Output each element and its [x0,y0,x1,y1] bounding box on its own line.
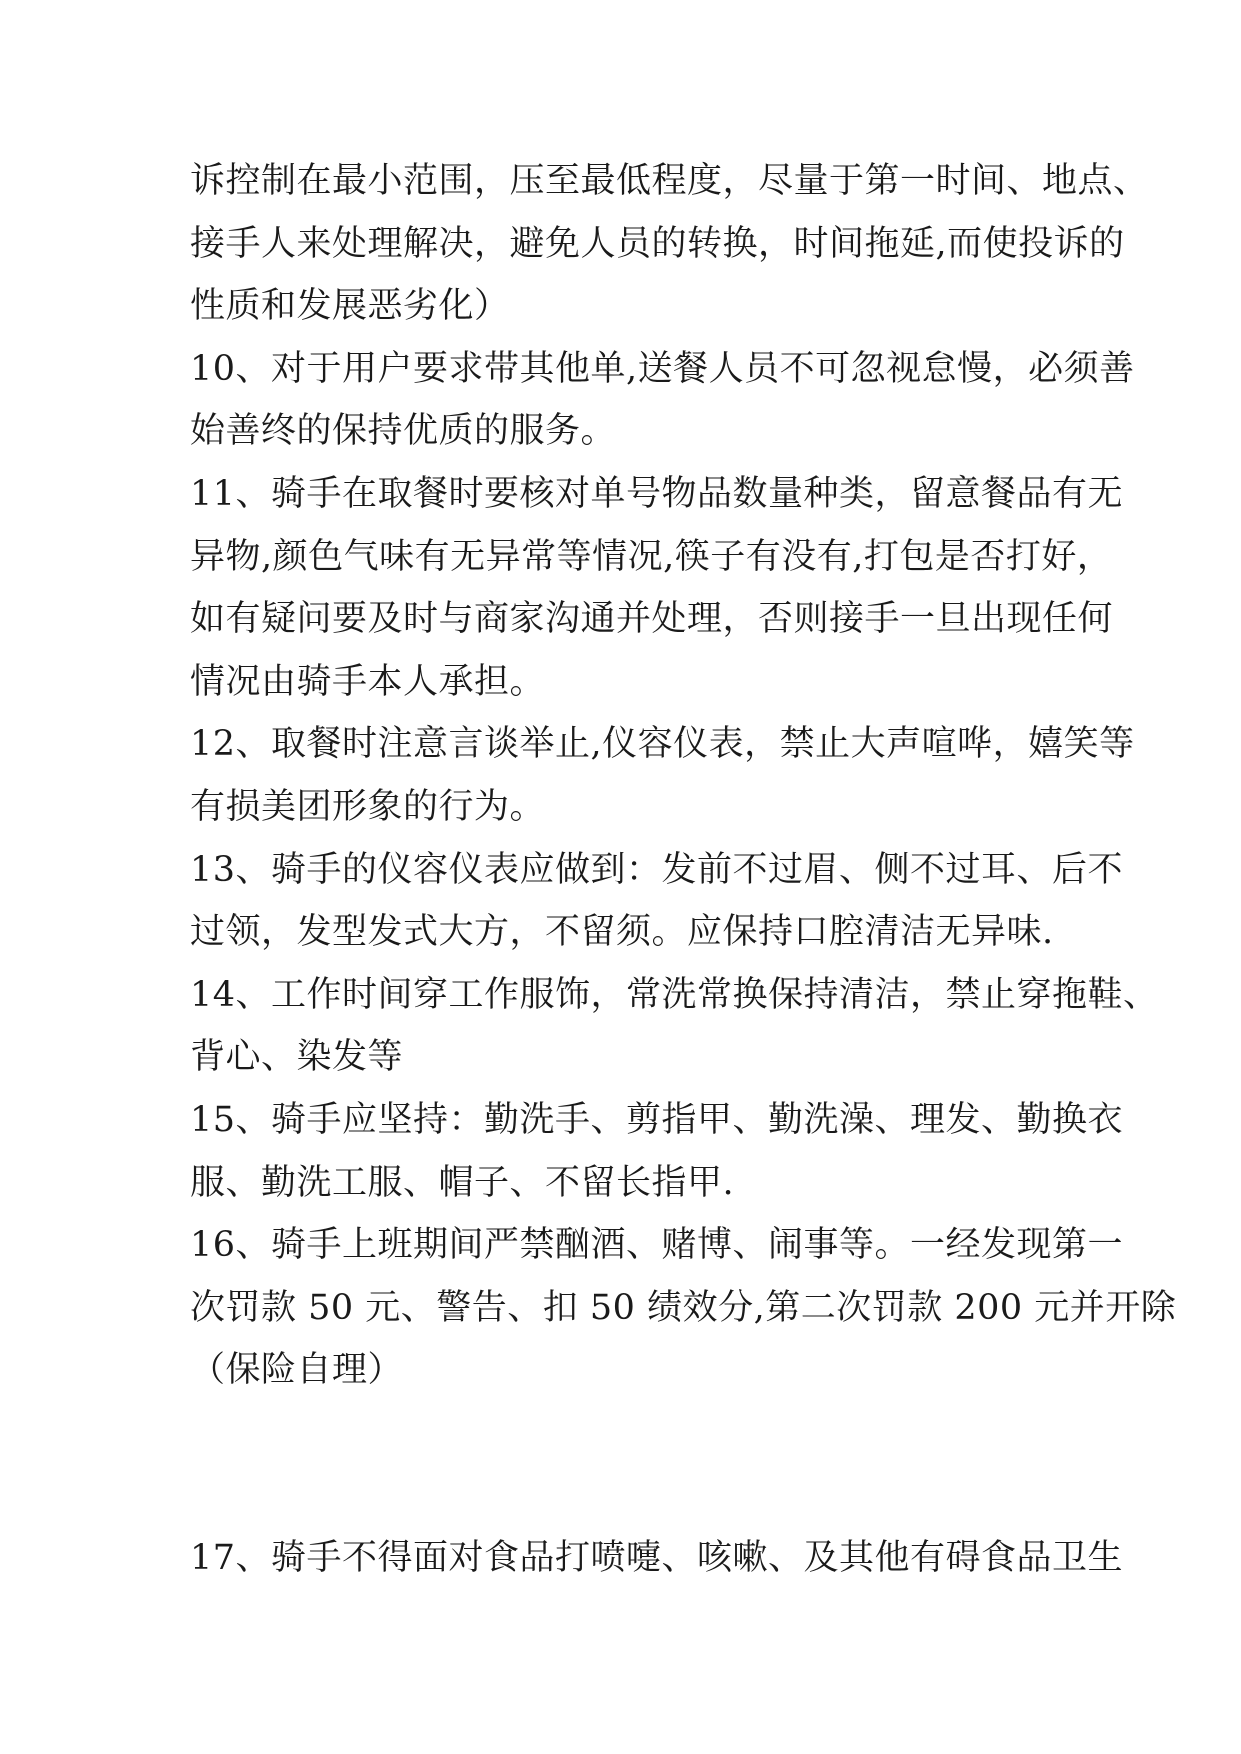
text-line: 12、取餐时注意言谈举止,仪容仪表，禁止大声喧哗，嬉笑等 [190,724,1135,764]
text-line: 次罚款 50 元、警告、扣 50 绩效分,第二次罚款 200 元并开除 [190,1288,1177,1328]
text-line: 诉控制在最小范围，压至最低程度，尽量于第一时间、地点、 [190,161,1149,201]
text-line: 10、对于用户要求带其他单,送餐人员不可忽视怠慢，必须善 [190,349,1135,389]
text-line: 有损美团形象的行为。 [190,787,546,827]
text-line: 17、骑手不得面对食品打喷嚏、咳嗽、及其他有碍食品卫生 [190,1538,1124,1578]
text-line: 16、骑手上班期间严禁酗酒、赌博、闹事等。一经发现第一 [190,1225,1124,1265]
text-line: 15、骑手应坚持：勤洗手、剪指甲、勤洗澡、理发、勤换衣 [190,1100,1124,1140]
text-line: 如有疑问要及时与商家沟通并处理，否则接手一旦出现任何 [190,599,1114,639]
text-line: 异物,颜色气味有无异常等情况,筷子有没有,打包是否打好， [190,537,1113,577]
text-line: 13、骑手的仪容仪表应做到：发前不过眉、侧不过耳、后不 [190,850,1124,890]
text-line: （保险自理） [190,1350,404,1390]
text-line: 情况由骑手本人承担。 [190,662,546,702]
text-line: 11、骑手在取餐时要核对单号物品数量种类，留意餐品有无 [190,474,1124,514]
text-line: 14、工作时间穿工作服饰，常洗常换保持清洁，禁止穿拖鞋、 [190,975,1159,1015]
text-line: 性质和发展恶劣化） [190,286,510,326]
text-line: 过领，发型发式大方，不留须。应保持口腔清洁无异味. [190,912,1054,952]
text-line: 服、勤洗工服、帽子、不留长指甲. [190,1163,735,1203]
text-line: 背心、染发等 [190,1037,404,1077]
text-line: 始善终的保持优质的服务。 [190,411,617,451]
text-line: 接手人来处理解决，避免人员的转换，时间拖延,而使投诉的 [190,224,1125,264]
